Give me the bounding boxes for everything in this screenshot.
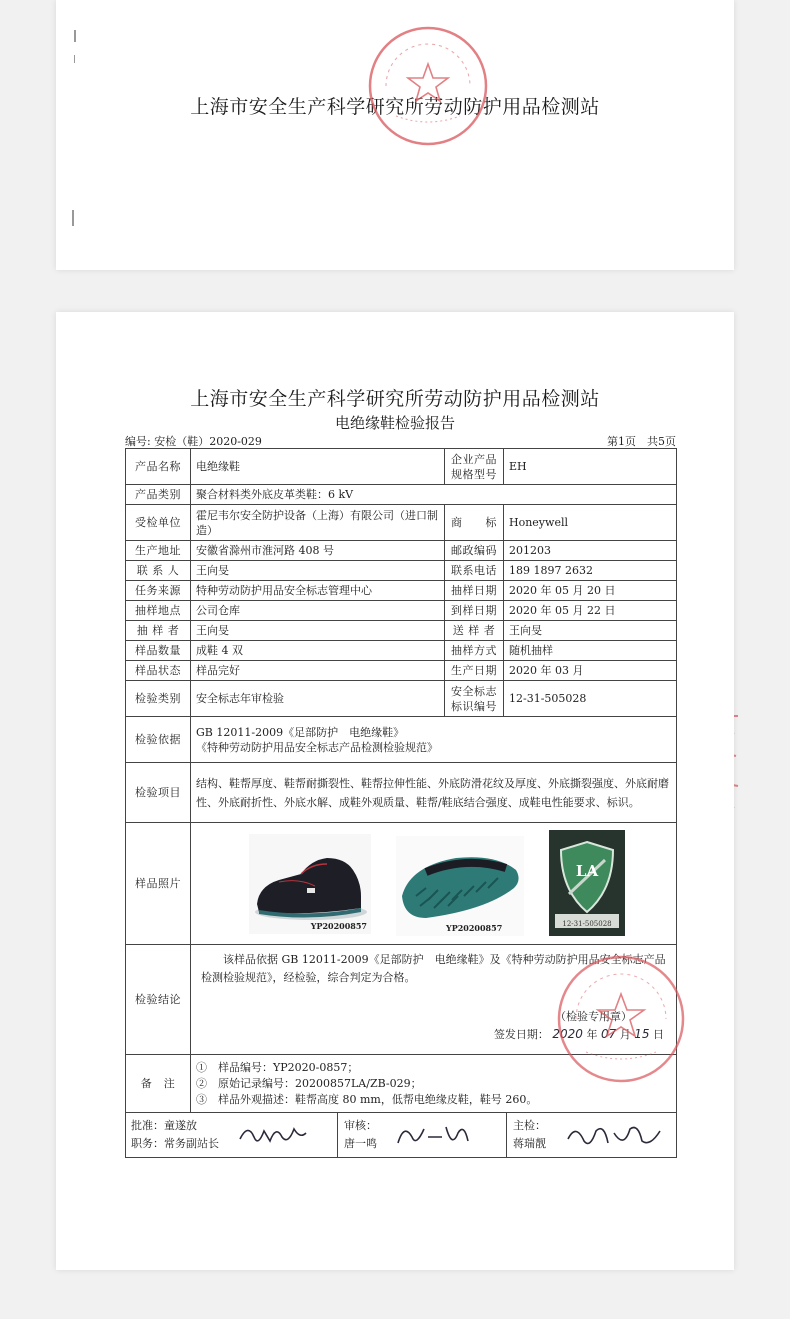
postcode-value: 201203: [504, 541, 677, 561]
reviewer-signature: [394, 1119, 472, 1153]
issue-month: 07: [600, 1027, 617, 1041]
product-name-value: 电绝缘鞋: [191, 449, 445, 485]
table-row: [126, 581, 677, 601]
la-label-photo: [549, 830, 625, 936]
stamp-note: （检验专用章）: [555, 1010, 632, 1023]
sampling-place-value: 公司仓库: [191, 601, 445, 621]
inspection-type-value: 安全标志年审检验: [191, 681, 445, 717]
field-label: 抽 样 者: [126, 621, 191, 641]
signature-divider: [337, 1113, 338, 1157]
trademark-value: Honeywell: [504, 505, 677, 541]
cover-page: [56, 0, 734, 270]
reviewer-label: 审核：: [344, 1119, 377, 1132]
basis-line: GB 12011-2009《足部防护 电绝缘鞋》: [196, 725, 405, 739]
table-row: [126, 505, 677, 541]
sampling-method-value: 随机抽样: [504, 641, 677, 661]
field-label: 任务来源: [126, 581, 191, 601]
field-label: 样品照片: [126, 823, 191, 945]
safety-mark-value: 12-31-505028: [504, 681, 677, 717]
remark-line: ① 样品编号：YP2020-0857；: [196, 1060, 359, 1074]
photos-area: [191, 824, 676, 944]
category-value: 聚合材料类外底皮革类鞋：6 kV: [191, 485, 677, 505]
field-label: 联 系 人: [126, 561, 191, 581]
approver-position: 职务：常务副站长: [131, 1137, 219, 1150]
scan-mark: [74, 55, 75, 63]
report-org-title: 上海市安全生产科学研究所劳动防护用品检测站: [190, 388, 600, 410]
report-number: 编号: 安检（鞋）2020-029: [125, 435, 262, 448]
remark-line: ② 原始记录编号：20200857LA/ZB-029；: [196, 1076, 422, 1090]
arrival-date-value: 2020 年 05 月 22 日: [504, 601, 677, 621]
sampling-date-value: 2020 年 05 月 20 日: [504, 581, 677, 601]
approver-signature: [236, 1117, 310, 1151]
items-value: 结构、鞋帮厚度、鞋帮耐撕裂性、鞋帮拉伸性能、外底防滑花纹及厚度、外底撕裂强度、外底耐磨性、外底耐折性、外底水解、成鞋外观质量、鞋帮/鞋底结合强度、成鞋电性能要求、标识。: [191, 763, 677, 823]
field-label: 检验结论: [126, 945, 191, 1055]
inspected-unit-value: 霍尼韦尔安全防护设备（上海）有限公司（进口制造）: [191, 505, 445, 541]
year-unit: 年: [586, 1028, 598, 1041]
signature-area: [126, 1113, 676, 1157]
field-label: 送 样 者: [445, 621, 504, 641]
field-label: 抽样地点: [126, 601, 191, 621]
signature-divider: [506, 1113, 507, 1157]
table-row: [126, 621, 677, 641]
chief-label: 主检：: [513, 1119, 546, 1132]
field-label: 生产日期: [445, 661, 504, 681]
la-code-text: 12-31-505028: [562, 919, 612, 928]
table-row: [126, 449, 677, 485]
signature-row: [126, 1113, 677, 1158]
report-page: [56, 312, 734, 1270]
field-label: 样品数量: [126, 641, 191, 661]
field-label: 抽样方式: [445, 641, 504, 661]
field-label: 抽样日期: [445, 581, 504, 601]
field-label: 联系电话: [445, 561, 504, 581]
table-row: [126, 717, 677, 763]
issue-day: 15: [634, 1027, 650, 1041]
cover-seal-stamp: [366, 24, 490, 148]
chief-name: 蒋瑞靓: [513, 1137, 546, 1150]
field-label: 备 注: [126, 1055, 191, 1113]
table-row: [126, 541, 677, 561]
report-title: 电绝缘鞋检验报告: [334, 414, 455, 432]
field-label: 邮政编码: [445, 541, 504, 561]
remark-line: ③ 样品外观描述：鞋帮高度 80 mm，低帮电绝缘皮鞋，鞋号 260。: [196, 1092, 538, 1106]
table-row: [126, 641, 677, 661]
page-info: 第1页 共5页: [607, 435, 676, 448]
chief-signature: [564, 1119, 664, 1153]
field-label: 检验项目: [126, 763, 191, 823]
cover-title: 上海市安全生产科学研究所劳动防护用品检测站: [190, 96, 600, 118]
quantity-value: 成鞋 4 双: [191, 641, 445, 661]
sampler-value: 王向旻: [191, 621, 445, 641]
photo-tag: YP20200857: [310, 920, 367, 931]
month-unit: 月: [619, 1028, 631, 1041]
table-row: [126, 485, 677, 505]
report-seal-stamp: [554, 952, 688, 1086]
production-date-value: 2020 年 03 月: [504, 661, 677, 681]
issue-year: 2020: [552, 1027, 583, 1041]
scan-mark: [72, 210, 74, 226]
field-label: 受检单位: [126, 505, 191, 541]
issue-date-label: 签发日期：: [493, 1028, 549, 1041]
basis-cell: [191, 717, 677, 763]
contact-value: 王向旻: [191, 561, 445, 581]
shoe-sole-photo: [396, 836, 524, 936]
reviewer-name: 唐一鸣: [344, 1137, 377, 1150]
field-label: 产品名称: [126, 449, 191, 485]
table-row: [126, 681, 677, 717]
field-label: 企业产品规格型号: [445, 449, 504, 485]
table-row: [126, 763, 677, 823]
table-row: [126, 561, 677, 581]
table-row: [126, 661, 677, 681]
task-source-value: 特种劳动防护用品安全标志管理中心: [191, 581, 445, 601]
field-label: 检验类别: [126, 681, 191, 717]
field-label: 样品状态: [126, 661, 191, 681]
field-label: 商 标: [445, 505, 504, 541]
phone-value: 189 1897 2632: [504, 561, 677, 581]
signature-cell: [126, 1113, 677, 1158]
photos-cell: [191, 823, 677, 945]
table-row: [126, 823, 677, 945]
field-label: 检验依据: [126, 717, 191, 763]
field-label: 到样日期: [445, 601, 504, 621]
basis-line: 《特种劳动防护用品安全标志产品检测检验规范》: [196, 740, 438, 754]
sender-value: 王向旻: [504, 621, 677, 641]
day-unit: 日: [653, 1028, 664, 1041]
conclusion-text: 该样品依据 GB 12011-2009《足部防护 电绝缘鞋》及《特种劳动防护用品安全标志产品检测检验规范》，经检验，综合判定为合格。: [201, 953, 666, 984]
photo-tag: YP20200857: [446, 922, 503, 933]
approver: 批准：童遂放: [131, 1119, 197, 1132]
field-label: 产品类别: [126, 485, 191, 505]
address-value: 安徽省滁州市淮河路 408 号: [191, 541, 445, 561]
la-mark-text: LA: [575, 861, 599, 880]
shoe-side-photo: [249, 834, 371, 934]
field-label: 生产地址: [126, 541, 191, 561]
model-value: EH: [504, 449, 677, 485]
table-row: [126, 601, 677, 621]
sample-state-value: 样品完好: [191, 661, 445, 681]
scan-mark: [74, 30, 76, 42]
field-label: 安全标志标识编号: [445, 681, 504, 717]
